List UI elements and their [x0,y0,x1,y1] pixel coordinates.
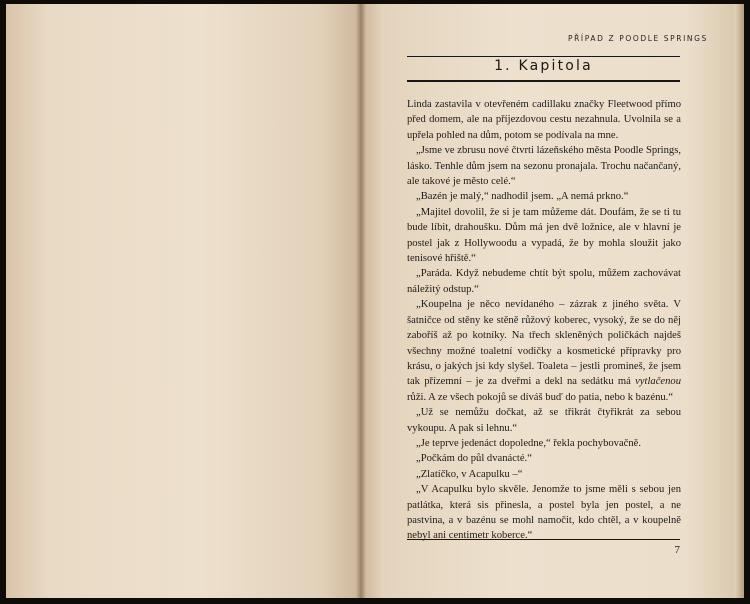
emphasis: vytlačenou [635,376,681,388]
paragraph: „Zlatíčko, v Acapulku –“ [416,468,523,480]
paragraph: „Počkám do půl dvanácté.“ [416,453,532,465]
paragraph: Linda zastavila v otevřeném cadillaku značky Fleetwood přímo před domem, ale na příjezdovou cestu nezahnula. Uvolnila se a upřela pohled na dům, potom se podívala na mne. [407,99,681,141]
book-gutter [356,4,366,598]
paragraph: „Bazén je malý,“ nadhodil jsem. „A nemá prkno.“ [416,191,629,203]
chapter-title: 1. Kapitola [494,58,593,74]
paragraph: „V Acapulku bylo skvěle. Jenomže to jsme měli s sebou jen patlátka, která sis přinesla, a postel byla jen postel, a ne pastvina, a v bazénu se mohl namočit, kdo chtěl, a v koupelně nebyl ani centimetr koberce.“ [407,484,681,542]
body-text [407,97,681,544]
paragraph: „Je teprve jedenáct dopoledne,“ řekla pochybovačně. [416,437,642,449]
running-head: PŘÍPAD Z POODLE SPRINGS [568,34,708,43]
chapter-rule-bottom [407,80,680,82]
page-number: 7 [674,544,680,556]
left-page-blank [6,4,360,598]
paragraph: „Už se nemůžu dočkat, až se třikrát čtyřikrát za sebou vykoupu. A pak si lehnu.“ [407,407,681,434]
paragraph: „Majitel dovolil, že si je tam můžeme dát. Doufám, že se ti tu bude líbit, drahoušku. Dům má jen dvě ložnice, ale v hlavní je postel jak z Hollywoodu a vypadá, že by mohla sloužit jako tenisové hřiště.“ [407,206,681,265]
paragraph: „Koupelna je něco nevídaného – zázrak z jiného světa. V šatničce od stěny ke stěně růžový koberec, vysoký, že se do něj zaboříš až po kotníky. Na třech skleněných poličkách najdeš všechny možné toaletní vodičky a kosmetické přípravky pro krásu, o jakých jsi kdy slyšel. Toaleta – jestli promineš, že jsem tak přízemní – je za dveřmi a dekl na sedátku má vytlačenou růži. A ze všech pokojů se díváš buď do patia, nebo k bazénu.“ [407,299,681,403]
paragraph: „Paráda. Když nebudeme chtít být spolu, můžem zachovávat náležitý odstup.“ [407,268,681,295]
page-edge [734,4,744,598]
paragraph: „Jsme ve zbrusu nové čtvrti lázeňského města Poodle Springs, lásko. Tenhle dům jsem na sezonu pronajala. Trochu načančaný, ale takové je město celé.“ [407,145,681,188]
chapter-rule-top [407,56,680,57]
footer-rule [407,539,680,540]
